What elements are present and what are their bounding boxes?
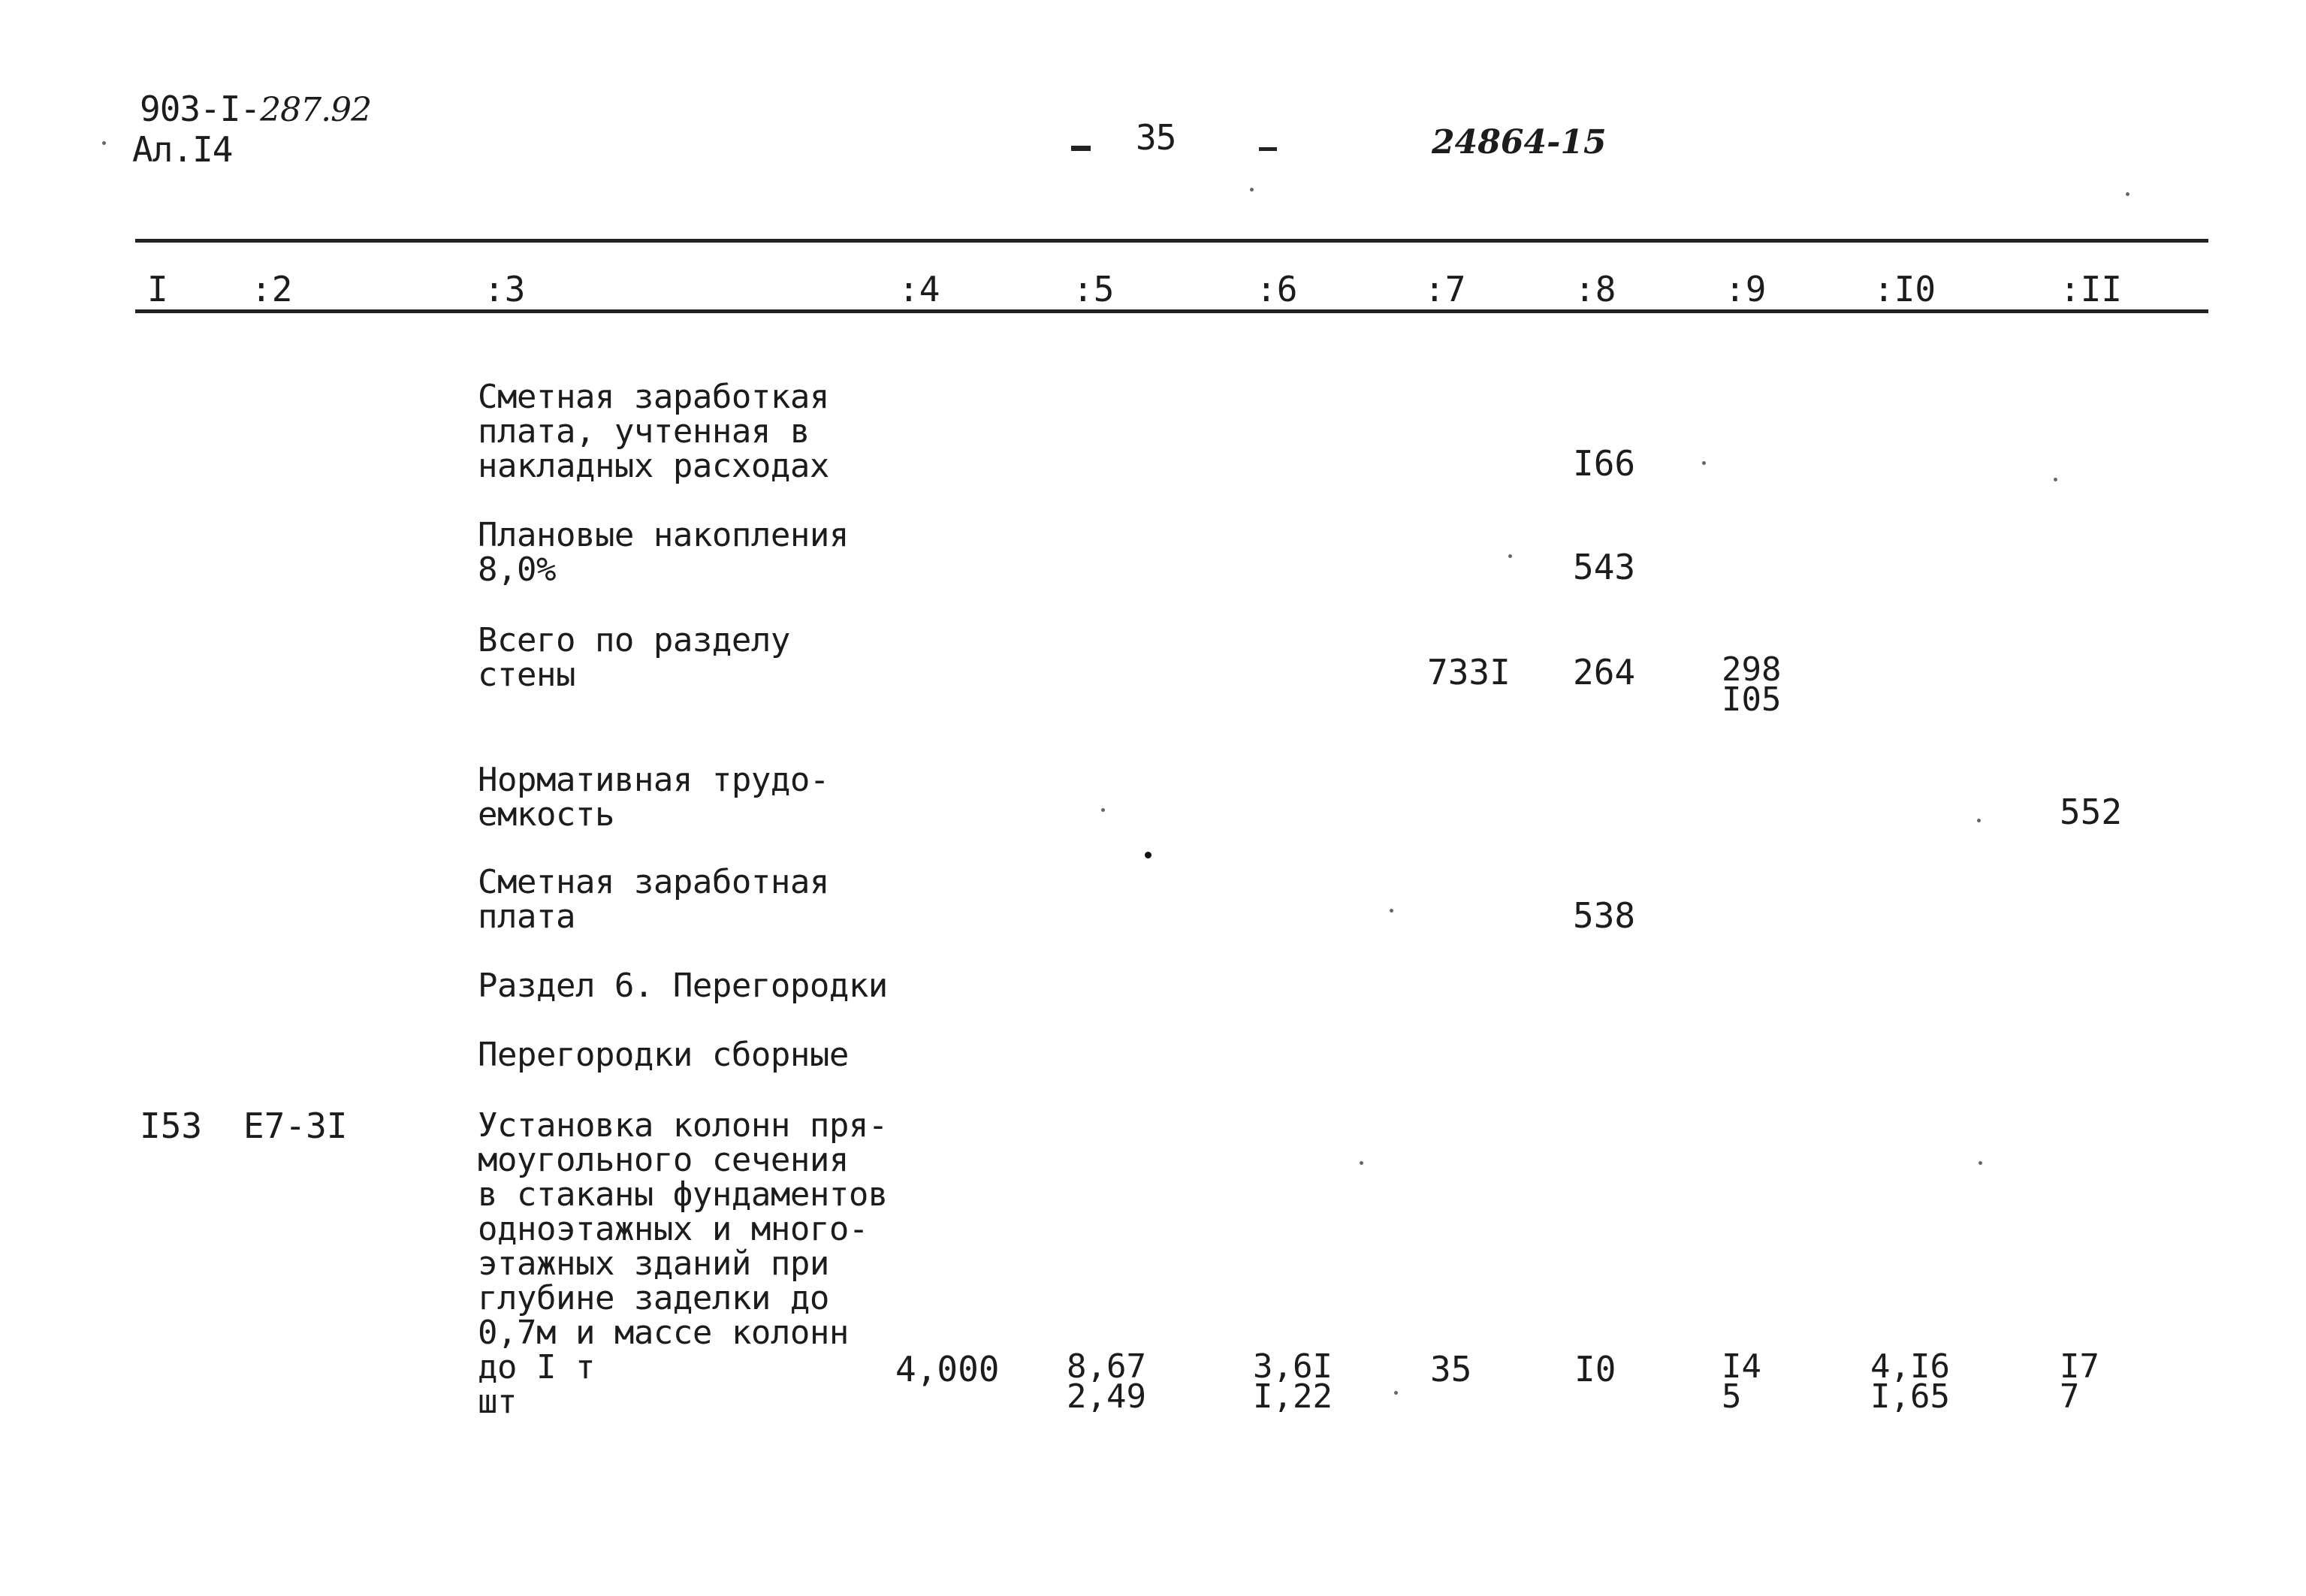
item-code: Е7-3I xyxy=(243,1106,348,1146)
text-line: моугольного сечения xyxy=(478,1141,849,1179)
col-header-10: :I0 xyxy=(1873,269,1936,309)
row-planned-text xyxy=(478,518,849,587)
col-header-9: :9 xyxy=(1725,269,1767,309)
text-line: Всего по разделу xyxy=(478,621,790,659)
row-zp-text xyxy=(478,865,829,934)
value-bottom: I,65 xyxy=(1870,1377,1950,1416)
item-description xyxy=(478,1106,888,1421)
text-line: шт xyxy=(478,1383,517,1421)
text-line: одноэтажных и много- xyxy=(478,1210,868,1248)
scan-speck xyxy=(1702,461,1706,465)
value-top: 298 xyxy=(1722,650,1782,689)
value-top: 3,6I xyxy=(1253,1347,1333,1386)
doc-code-line1: 903-I-287.92 xyxy=(140,89,372,129)
row-total-walls-text xyxy=(478,623,790,692)
text-line: Плановые накопления xyxy=(478,516,849,554)
col-header-4: :4 xyxy=(898,269,940,309)
value-bottom: I,22 xyxy=(1253,1377,1333,1416)
text-line: накладных расходах xyxy=(478,447,829,485)
scan-speck xyxy=(1390,909,1393,913)
col-header-7: :7 xyxy=(1424,269,1466,309)
value-bottom: 2,49 xyxy=(1067,1377,1146,1416)
scan-speck xyxy=(1508,554,1512,558)
value-top: I7 xyxy=(2060,1347,2099,1386)
text-line: до I т xyxy=(478,1348,595,1386)
text-line: глубине заделки до xyxy=(478,1279,829,1317)
item-c6 xyxy=(1253,1347,1333,1416)
page-number: 35 xyxy=(1136,117,1176,158)
text-line: 0,7м и массе колонн xyxy=(478,1314,849,1352)
stamp-number: 24864-15 xyxy=(1432,123,1607,161)
row-planned-c8: 543 xyxy=(1573,547,1636,587)
top-rule xyxy=(135,239,2208,243)
row-labor-text xyxy=(478,763,829,832)
section-6-heading: Раздел 6. Перегородки xyxy=(478,967,888,1005)
row-total-walls-c9 xyxy=(1722,650,1782,719)
value-bottom: 5 xyxy=(1722,1377,1742,1416)
row-labor-c11: 552 xyxy=(2060,792,2123,832)
text-line: 8,0% xyxy=(478,551,556,589)
row-zp-overhead-text xyxy=(478,380,829,484)
value-bottom: I05 xyxy=(1722,680,1782,719)
item-c8: I0 xyxy=(1574,1349,1616,1389)
text-line: в стаканы фундаментов xyxy=(478,1175,888,1214)
text-line: плата, учтенная в xyxy=(478,412,810,451)
scan-speck xyxy=(1360,1161,1363,1165)
scan-speck xyxy=(2054,478,2057,481)
text-line: Установка колонн пря- xyxy=(478,1106,888,1145)
item-number: I53 xyxy=(140,1106,203,1146)
col-header-8: :8 xyxy=(1574,269,1616,309)
col-header-6: :6 xyxy=(1256,269,1298,309)
text-line: Нормативная трудо- xyxy=(478,761,829,799)
item-c4: 4,000 xyxy=(895,1349,1000,1389)
partitions-subheading: Перегородки сборные xyxy=(478,1036,849,1074)
item-c5 xyxy=(1067,1347,1146,1416)
col-header-5: :5 xyxy=(1073,269,1115,309)
row-zp-overhead-c8: I66 xyxy=(1573,443,1636,484)
scan-speck xyxy=(1977,819,1981,822)
col-header-3: :3 xyxy=(484,269,526,309)
value-top: 8,67 xyxy=(1067,1347,1146,1386)
header-bottom-rule xyxy=(135,309,2208,313)
col-header-1: I xyxy=(147,269,168,309)
item-c10 xyxy=(1870,1347,1950,1416)
text-line: плата xyxy=(478,898,575,936)
row-total-walls-c8: 264 xyxy=(1573,652,1636,692)
dash-right xyxy=(1259,147,1277,151)
scan-speck xyxy=(1145,852,1151,858)
value-top: I4 xyxy=(1722,1347,1761,1386)
text-line: этажных зданий при xyxy=(478,1245,829,1283)
item-c7: 35 xyxy=(1430,1349,1472,1389)
text-line: Сметная заработкая xyxy=(478,378,829,416)
scan-speck xyxy=(1250,188,1254,192)
text-line: емкость xyxy=(478,795,614,834)
doc-code-line2: Ал.I4 xyxy=(132,129,233,170)
text-line: стены xyxy=(478,656,575,694)
doc-code-handwritten: 287.92 xyxy=(260,91,372,129)
dash-left xyxy=(1071,146,1091,151)
scan-speck xyxy=(102,141,106,145)
value-top: 4,I6 xyxy=(1870,1347,1950,1386)
row-zp-c8: 538 xyxy=(1573,895,1636,936)
scan-speck xyxy=(1394,1391,1398,1395)
col-header-2: :2 xyxy=(251,269,293,309)
text-line: Сметная заработная xyxy=(478,863,829,901)
col-header-11: :II xyxy=(2060,269,2123,309)
item-c9 xyxy=(1722,1347,1761,1416)
item-c11 xyxy=(2060,1347,2099,1416)
scan-speck xyxy=(2126,192,2129,196)
scan-speck xyxy=(1979,1161,1982,1165)
value-bottom: 7 xyxy=(2060,1377,2080,1416)
scan-speck xyxy=(1101,808,1105,812)
row-total-walls-c7: 733I xyxy=(1427,652,1511,692)
